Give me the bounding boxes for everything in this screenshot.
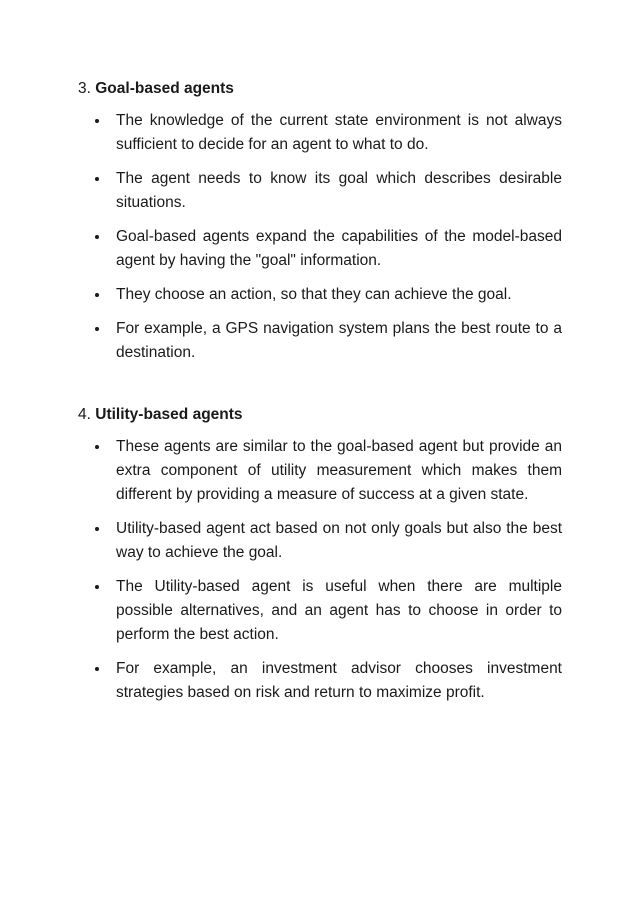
list-item: [78, 317, 562, 365]
section-title: Utility-based agents: [95, 406, 243, 423]
list-item: [78, 283, 562, 307]
list-item: [78, 225, 562, 273]
list-item-text: For example, a GPS navigation system plans the best route to a destination.: [116, 320, 562, 361]
list-item-text: Goal-based agents expand the capabilities of the model-based agent by having the "goal" information.: [116, 228, 562, 269]
bullet-icon: [95, 527, 99, 531]
list-item-text: Utility-based agent act based on not only goals but also the best way to achieve the goal.: [116, 520, 562, 561]
list-item: [78, 517, 562, 565]
section-heading: [78, 404, 562, 426]
bullet-list: [78, 109, 562, 365]
list-item-text: For example, an investment advisor chooses investment strategies based on risk and return to maximize profit.: [116, 660, 562, 701]
bullet-icon: [95, 667, 99, 671]
list-item-text: The Utility-based agent is useful when there are multiple possible alternatives, and an agent has to choose in order to perform the best action.: [116, 578, 562, 643]
bullet-icon: [95, 119, 99, 123]
list-item-text: These agents are similar to the goal-based agent but provide an extra component of utility measurement which makes them different by providing a measure of success at a given state.: [116, 438, 562, 503]
list-item: [78, 109, 562, 157]
list-item-text: They choose an action, so that they can achieve the goal.: [116, 286, 512, 303]
bullet-list: [78, 435, 562, 705]
bullet-icon: [95, 293, 99, 297]
section-title: Goal-based agents: [95, 80, 234, 97]
bullet-icon: [95, 177, 99, 181]
bullet-icon: [95, 445, 99, 449]
list-item-text: The agent needs to know its goal which describes desirable situations.: [116, 170, 562, 211]
list-item: [78, 575, 562, 647]
list-item-text: The knowledge of the current state environment is not always sufficient to decide for an agent to what to do.: [116, 112, 562, 153]
list-item: [78, 657, 562, 705]
section-number: 3.: [78, 80, 91, 97]
bullet-icon: [95, 585, 99, 589]
section-goal-based-agents: [78, 78, 562, 375]
bullet-icon: [95, 327, 99, 331]
section-heading: [78, 78, 562, 100]
bullet-icon: [95, 235, 99, 239]
list-item: [78, 167, 562, 215]
section-utility-based-agents: [78, 404, 562, 715]
section-number: 4.: [78, 406, 91, 423]
list-item: [78, 435, 562, 507]
